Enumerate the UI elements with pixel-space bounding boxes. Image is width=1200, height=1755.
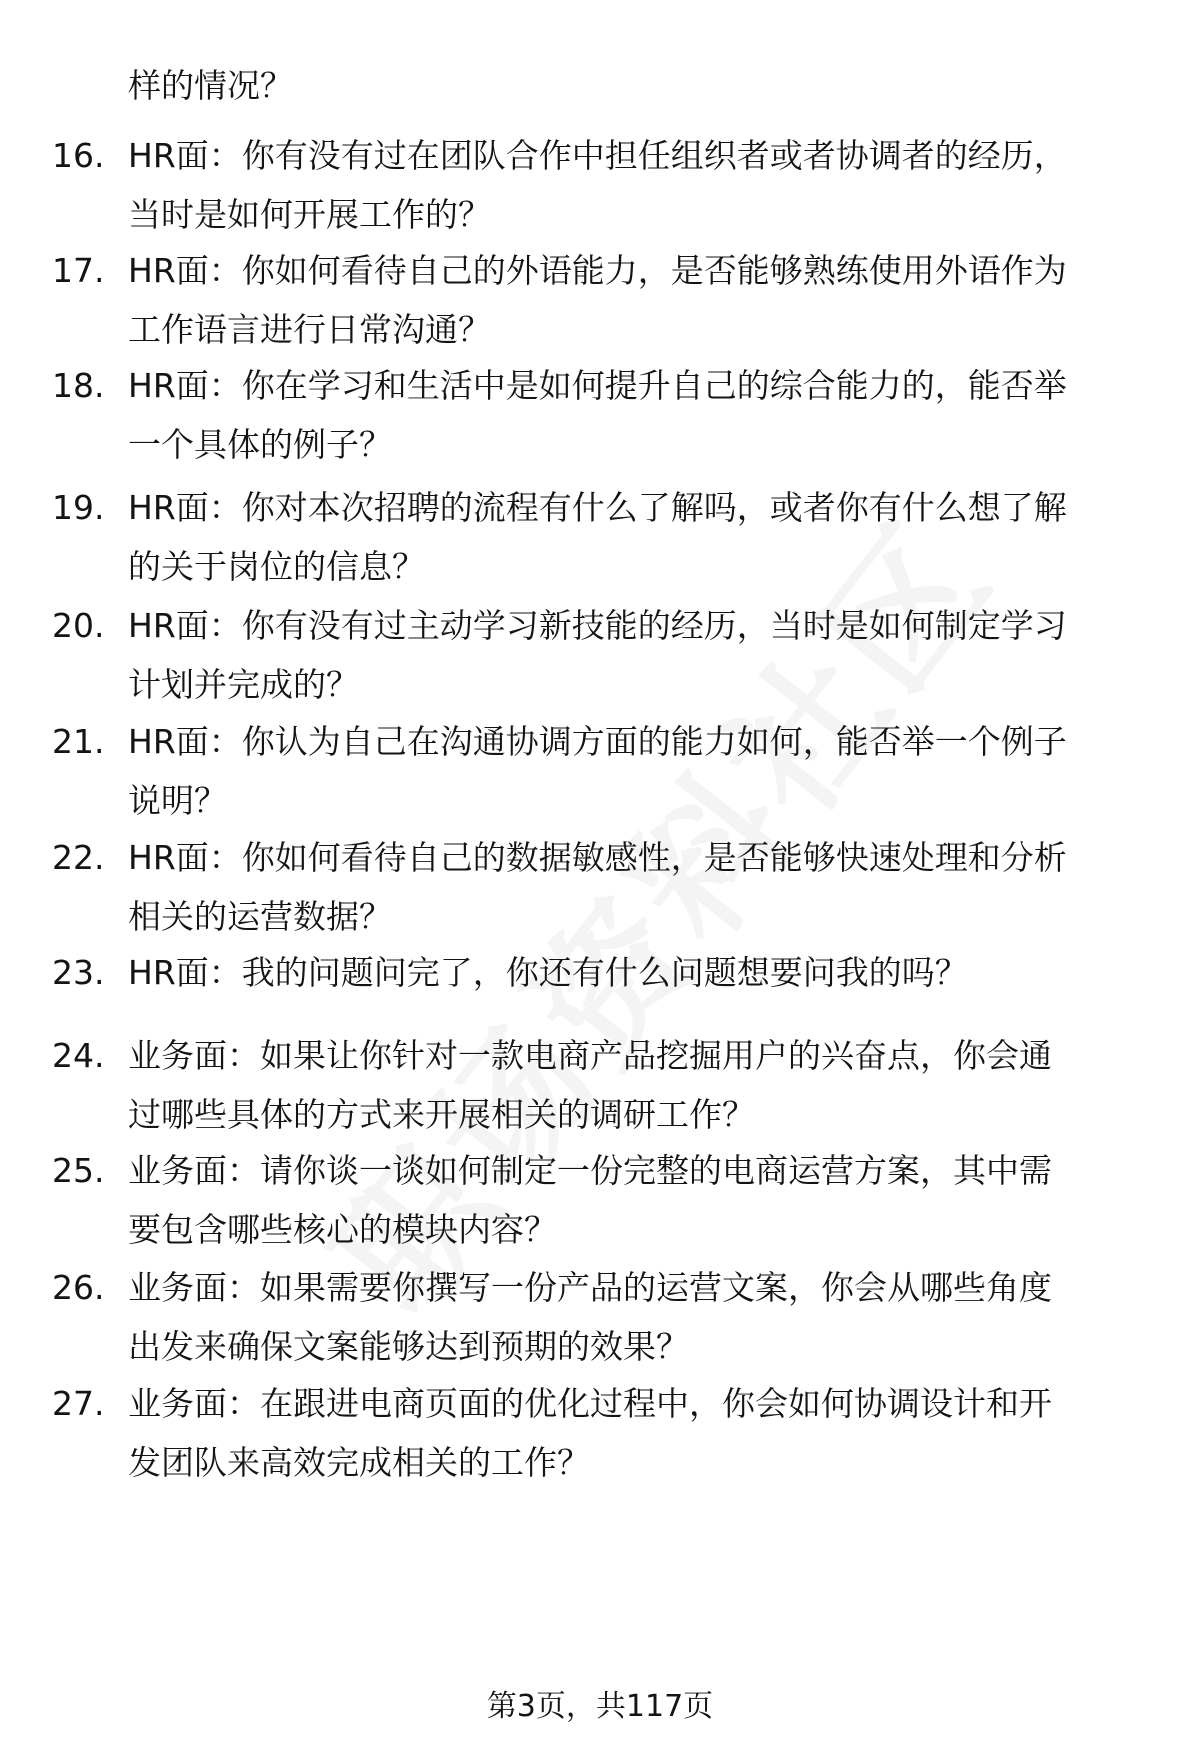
item-text-line: 业务面：在跟进电商页面的优化过程中，你会如何协调设计和开 xyxy=(128,1384,1052,1423)
item-text-line: HR面：你如何看待自己的外语能力，是否能够熟练使用外语作为 xyxy=(128,251,1067,290)
item-number: 18. xyxy=(52,366,105,405)
item-number: 20. xyxy=(52,606,105,645)
item-text-line: 业务面：如果让你针对一款电商产品挖掘用户的兴奋点，你会通 xyxy=(128,1036,1052,1075)
continuation-text: 样的情况？ xyxy=(128,66,293,105)
item-text-line: 的关于岗位的信息？ xyxy=(128,547,425,586)
item-text-line: 相关的运营数据？ xyxy=(128,897,392,936)
item-text-line: 出发来确保文案能够达到预期的效果？ xyxy=(128,1327,689,1366)
item-text-line: HR面：你有没有过主动学习新技能的经历，当时是如何制定学习 xyxy=(128,606,1067,645)
item-number: 23. xyxy=(52,953,105,992)
item-number: 21. xyxy=(52,722,105,761)
item-text-line: 一个具体的例子？ xyxy=(128,425,392,464)
item-text-line: 业务面：如果需要你撰写一份产品的运营文案，你会从哪些角度 xyxy=(128,1268,1052,1307)
item-number: 19. xyxy=(52,488,105,527)
item-text-line: 业务面：请你谈一谈如何制定一份完整的电商运营方案，其中需 xyxy=(128,1151,1052,1190)
item-text-line: HR面：你在学习和生活中是如何提升自己的综合能力的，能否举 xyxy=(128,366,1067,405)
item-text-line: HR面：你如何看待自己的数据敏感性，是否能够快速处理和分析 xyxy=(128,838,1067,877)
item-text-line: 说明？ xyxy=(128,781,227,820)
item-number: 26. xyxy=(52,1268,105,1307)
item-number: 16. xyxy=(52,136,105,175)
item-text-line: HR面：我的问题问完了，你还有什么问题想要问我的吗？ xyxy=(128,953,968,992)
item-number: 17. xyxy=(52,251,105,290)
item-number: 22. xyxy=(52,838,105,877)
item-text-line: 发团队来高效完成相关的工作？ xyxy=(128,1443,590,1482)
item-text-line: HR面：你有没有过在团队合作中担任组织者或者协调者的经历， xyxy=(128,136,1067,175)
item-text-line: 要包含哪些核心的模块内容？ xyxy=(128,1210,557,1249)
item-text-line: HR面：你认为自己在沟通协调方面的能力如何，能否举一个例子 xyxy=(128,722,1067,761)
item-text-line: 计划并完成的？ xyxy=(128,665,359,704)
item-text-line: 过哪些具体的方式来开展相关的调研工作？ xyxy=(128,1095,755,1134)
item-number: 27. xyxy=(52,1384,105,1423)
item-number: 24. xyxy=(52,1036,105,1075)
item-text-line: 当时是如何开展工作的？ xyxy=(128,195,491,234)
item-text-line: 工作语言进行日常沟通？ xyxy=(128,310,491,349)
page-footer: 第3页，共117页 xyxy=(486,1689,714,1724)
item-text-line: HR面：你对本次招聘的流程有什么了解吗，或者你有什么想了解 xyxy=(128,488,1067,527)
item-number: 25. xyxy=(52,1151,105,1190)
